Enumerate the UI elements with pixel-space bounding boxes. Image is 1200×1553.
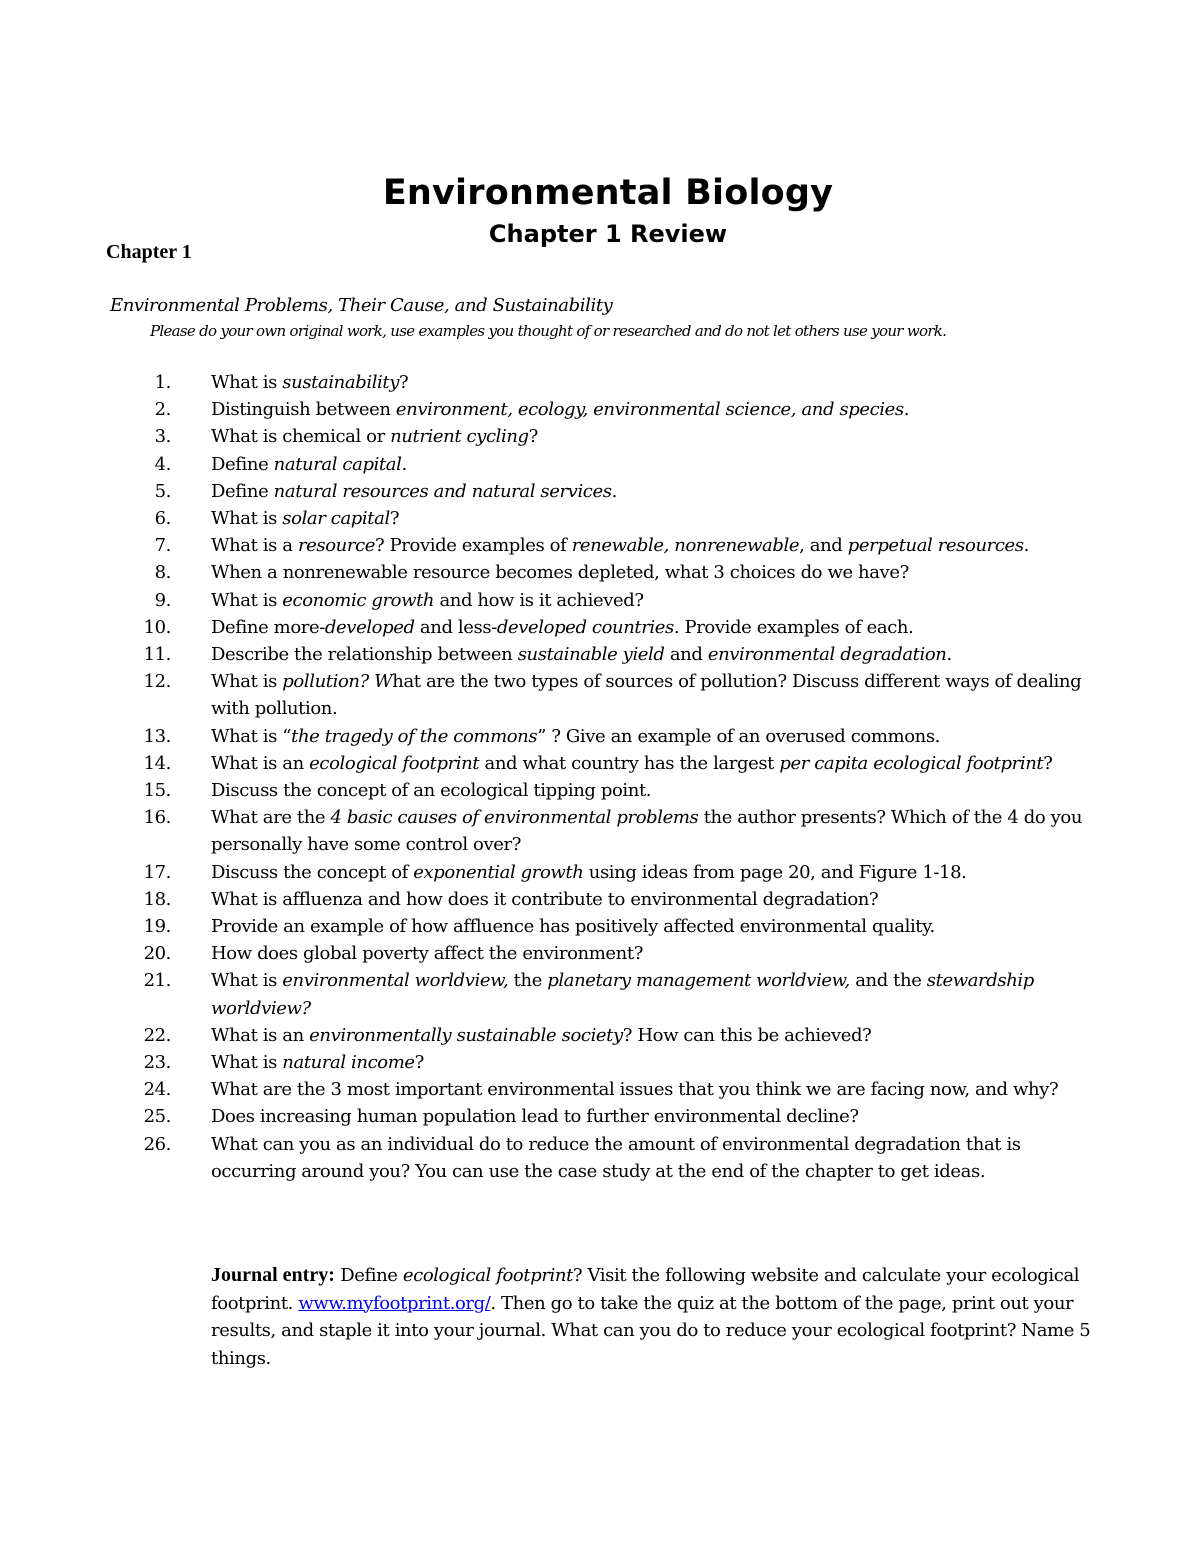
question-text-run: ?: [1043, 752, 1053, 774]
question-text-run: ?: [399, 372, 409, 393]
section-heading: Environmental Problems, Their Cause, and Sustainability: [110, 295, 613, 316]
question-text: [211, 859, 1101, 886]
question-item: [0, 451, 1200, 478]
question-text-run: ? How can this be achieved?: [622, 1024, 872, 1046]
question-text: [211, 587, 1101, 614]
question-text-run: Define more-: [211, 616, 325, 638]
question-term: environmental worldview,: [282, 970, 509, 992]
question-text-run: .: [1023, 535, 1029, 557]
question-number: 26.: [143, 1133, 171, 1155]
question-number: 9.: [154, 589, 171, 611]
question-number: 25.: [143, 1106, 171, 1128]
question-term: natural capital.: [273, 453, 407, 475]
question-term: environmentally sustainable society: [309, 1024, 623, 1046]
question-item: [0, 967, 1200, 1021]
question-number: 19.: [143, 916, 171, 938]
question-number: 3.: [154, 426, 171, 448]
question-text-run: .: [946, 644, 952, 666]
question-term: nutrient cycling: [390, 426, 529, 448]
question-text-run: .: [903, 399, 910, 421]
question-text: [211, 913, 1101, 940]
question-text-run: Define: [211, 480, 274, 502]
question-item: [0, 396, 1200, 423]
question-text-run: Discuss the concept of: [211, 861, 414, 883]
question-text-run: Define: [211, 453, 274, 475]
question-text-run: What is: [211, 1052, 283, 1074]
question-text: [211, 723, 1101, 750]
question-text-run: ?: [414, 1052, 424, 1074]
question-item: [0, 804, 1200, 858]
question-text-run: and how is it achieved?: [434, 589, 644, 611]
question-term: perpetual resources: [847, 535, 1024, 557]
question-term: ecological footprint: [309, 752, 480, 774]
chapter-label: Chapter 1: [106, 241, 192, 263]
question-text: [211, 369, 1101, 396]
question-term: pollution? W: [282, 671, 393, 693]
question-term: environment, ecology, environmental science, and species: [395, 399, 904, 421]
question-item: [0, 1131, 1200, 1185]
question-number: 11.: [143, 644, 171, 666]
journal-entry: [211, 1262, 1101, 1372]
question-item: [0, 723, 1200, 750]
question-text-run: ? Provide examples of: [375, 535, 572, 557]
question-number: 8.: [154, 562, 171, 584]
question-text-run: What is: [211, 589, 283, 611]
question-item: [0, 750, 1200, 777]
question-text-run: ” ? Give an example of an overused commons.: [537, 725, 940, 747]
question-text: [211, 967, 1101, 1021]
question-item: [0, 641, 1200, 668]
question-text: [211, 505, 1101, 532]
question-term: stewardship worldview?: [211, 970, 1034, 1019]
question-text: [211, 1022, 1101, 1049]
question-text-run: .: [611, 480, 617, 502]
question-text-run: What are the 3 most important environmental issues that you think we are facing now, and why?: [211, 1079, 1059, 1101]
question-text-run: , and: [799, 535, 848, 557]
question-term: sustainable yield: [517, 644, 665, 666]
question-text: [211, 750, 1101, 777]
question-text-run: Distinguish between: [211, 399, 396, 421]
question-term: the tragedy of the commons: [291, 725, 538, 747]
question-text-run: What is chemical or: [211, 426, 391, 448]
question-text-run: What is: [211, 508, 283, 530]
question-text-run: hat are the two types of sources of pollution? Discuss different ways of dealing with pollution.: [211, 671, 1082, 720]
question-item: [0, 478, 1200, 505]
question-text-run: using ideas from page 20, and Figure 1-18.: [583, 861, 967, 883]
question-text-run: What is an: [211, 752, 310, 774]
question-term: solar capital: [282, 508, 390, 530]
instructions: Please do your own original work, use examples you thought of or researched and do not let others use your work.: [150, 322, 947, 340]
question-text: [211, 559, 1101, 586]
question-text-run: Does increasing human population lead to further environmental decline?: [211, 1106, 859, 1128]
question-text-run: What can you as an individual do to reduce the amount of environmental degradation that is occurring around you? You can use the case study at the end of the chapter to get ideas.: [211, 1133, 1021, 1182]
footprint-link[interactable]: www.myfootprint.org/: [298, 1292, 491, 1314]
question-number: 16.: [143, 807, 171, 829]
question-number: 24.: [143, 1079, 171, 1101]
journal-text: ? Visit the following website and calculate your ecological footprint.: [211, 1265, 1080, 1314]
question-text-run: the: [508, 970, 548, 992]
question-text: [211, 1103, 1101, 1130]
question-number: 21.: [143, 970, 171, 992]
question-term: natural income: [282, 1052, 415, 1074]
question-number: 5.: [154, 480, 171, 502]
question-text-run: and the: [849, 970, 927, 992]
question-item: [0, 913, 1200, 940]
question-item: [0, 1076, 1200, 1103]
journal-label: Journal entry:: [211, 1264, 335, 1286]
question-term: exponential growth: [413, 861, 584, 883]
question-text: [211, 423, 1101, 450]
question-text-run: How does global poverty affect the environment?: [211, 943, 643, 965]
question-item: [0, 614, 1200, 641]
question-item: [0, 532, 1200, 559]
question-item: [0, 1049, 1200, 1076]
question-text-run: . Provide examples of each.: [673, 616, 914, 638]
question-item: [0, 1022, 1200, 1049]
question-text-run: and less-: [414, 616, 497, 638]
question-item: [0, 1103, 1200, 1130]
question-text: [211, 886, 1101, 913]
question-text: [211, 940, 1101, 967]
question-number: 14.: [143, 752, 171, 774]
question-text-run: What is “: [211, 725, 292, 747]
question-text: [211, 777, 1101, 804]
question-item: [0, 505, 1200, 532]
question-number: 4.: [154, 453, 171, 475]
question-text: [211, 668, 1101, 722]
question-number: 2.: [154, 399, 171, 421]
question-number: 10.: [143, 616, 171, 638]
question-text: [211, 1049, 1101, 1076]
question-item: [0, 369, 1200, 396]
question-text-run: What is affluenza and how does it contribute to environmental degradation?: [211, 888, 879, 910]
question-text: [211, 1131, 1101, 1185]
question-item: [0, 423, 1200, 450]
question-text-run: What is: [211, 372, 283, 393]
question-text-run: What is: [211, 671, 283, 693]
question-text-run: ?: [528, 426, 538, 448]
question-text-run: What is an: [211, 1024, 310, 1046]
journal-term: ecological footprint: [402, 1265, 573, 1286]
question-text-run: Discuss the concept of an ecological tipping point.: [211, 780, 652, 802]
question-text: [211, 641, 1101, 668]
question-number: 12.: [143, 671, 171, 693]
question-term: renewable, nonrenewable: [571, 535, 800, 557]
question-term: planetary management worldview,: [547, 970, 850, 992]
question-item: [0, 940, 1200, 967]
question-text-run: and: [664, 644, 708, 666]
question-term: per capita ecological footprint: [779, 752, 1044, 774]
question-text-run: Describe the relationship between: [211, 644, 518, 666]
question-text: [211, 396, 1101, 423]
question-text-run: What is a: [211, 535, 298, 557]
question-text: [211, 532, 1101, 559]
question-item: [0, 587, 1200, 614]
question-number: 13.: [143, 725, 171, 747]
question-text-run: and what country has the largest: [479, 752, 780, 774]
journal-text: . Then go to take the quiz at the bottom of the page, print out your results, and staple it into your journal. What can you do to reduce your ecological footprint? Name 5 things.: [211, 1292, 1091, 1369]
question-list: [0, 369, 1200, 1185]
question-text-run: Provide an example of how affluence has positively affected environmental quality.: [211, 916, 935, 938]
question-number: 22.: [143, 1024, 171, 1046]
question-item: [0, 559, 1200, 586]
question-number: 6.: [154, 508, 171, 530]
question-number: 1.: [154, 372, 171, 393]
question-number: 23.: [143, 1052, 171, 1074]
question-text-run: When a nonrenewable resource becomes depleted, what 3 choices do we have?: [211, 562, 909, 584]
question-text: [211, 614, 1101, 641]
question-number: 18.: [143, 888, 171, 910]
question-term: 4 basic causes of environmental problems: [330, 807, 699, 829]
question-text-run: What is: [211, 970, 283, 992]
document-subtitle: Chapter 1 Review: [488, 220, 728, 248]
question-text-run: What are the: [211, 807, 331, 829]
document-title: Environmental Biology: [382, 173, 834, 213]
question-item: [0, 777, 1200, 804]
question-term: sustainability: [282, 372, 400, 393]
question-number: 15.: [143, 780, 171, 802]
question-text-run: ?: [389, 508, 400, 530]
question-text: [211, 451, 1101, 478]
question-term: resource: [297, 535, 376, 557]
question-number: 20.: [143, 943, 171, 965]
question-number: 17.: [143, 861, 171, 883]
question-number: 7.: [154, 535, 171, 557]
question-text: [211, 478, 1101, 505]
question-term: developed countries: [496, 616, 674, 638]
question-term: developed: [324, 616, 415, 638]
question-text: [211, 1076, 1101, 1103]
question-item: [0, 859, 1200, 886]
question-text-run: the author presents? Which of the 4 do you personally have some control over?: [211, 807, 1083, 856]
question-term: natural resources and natural services: [273, 480, 612, 502]
question-text: [211, 804, 1101, 858]
question-term: environmental degradation: [707, 644, 947, 666]
question-item: [0, 886, 1200, 913]
question-term: economic growth: [282, 589, 435, 611]
journal-text: Define: [334, 1265, 403, 1286]
question-item: [0, 668, 1200, 722]
